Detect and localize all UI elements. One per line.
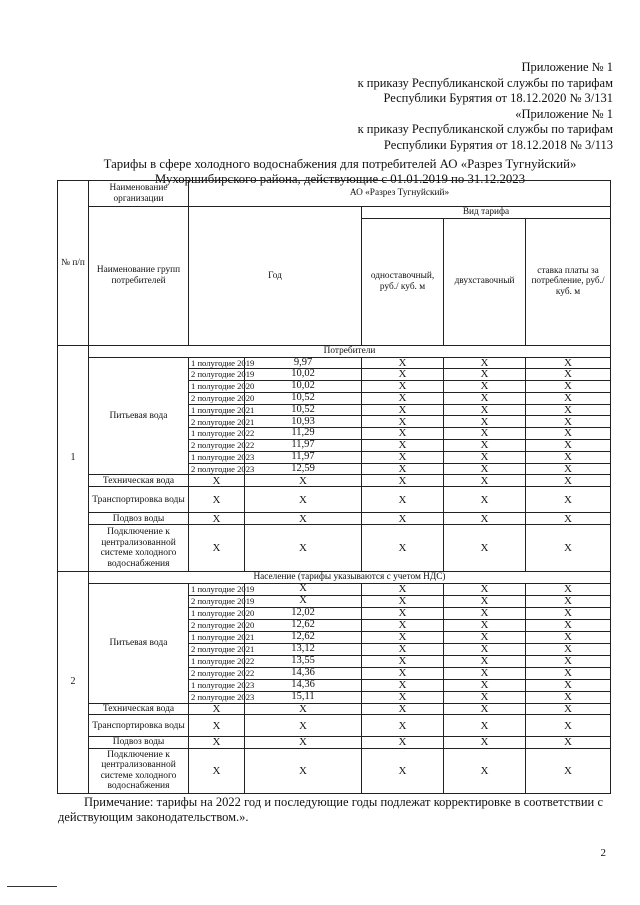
consumption-rate-value: X — [444, 715, 526, 737]
consumption-rate-value: X — [444, 631, 526, 643]
consumption-rate-value: X — [444, 655, 526, 667]
consumption-rate-value: X — [444, 737, 526, 749]
capacity-rate-value: X — [526, 691, 611, 703]
table-row — [58, 513, 611, 525]
period-cell: 1 полугодие 2022 — [189, 655, 245, 667]
consumption-rate-value: X — [444, 463, 526, 475]
year-value: X — [189, 525, 245, 572]
consumption-rate-value: X — [444, 667, 526, 679]
capacity-rate-value: X — [526, 679, 611, 691]
consumption-rate-value: X — [444, 583, 526, 595]
one-part-value: 10,52 — [245, 404, 362, 416]
consumption-rate-value: X — [444, 703, 526, 715]
header-line: Республики Бурятия от 18.12.2018 № 3/113 — [383, 137, 613, 152]
period-cell: 2 полугодие 2019 — [189, 369, 245, 381]
table-row — [58, 715, 611, 737]
one-part-value: 12,62 — [245, 631, 362, 643]
two-part-value: X — [362, 404, 444, 416]
capacity-rate-value: X — [526, 525, 611, 572]
category-row — [58, 345, 611, 357]
period-cell: 2 полугодие 2022 — [189, 667, 245, 679]
one-part-value: 12,62 — [245, 619, 362, 631]
page-number: 2 — [600, 847, 606, 859]
period-cell: 2 полугодие 2022 — [189, 440, 245, 452]
period-cell: 1 полугодие 2021 — [189, 404, 245, 416]
year-value: X — [189, 748, 245, 793]
category-row — [58, 572, 611, 584]
one-part-value: X — [245, 715, 362, 737]
capacity-rate-value: X — [526, 357, 611, 369]
service-label: Техническая вода — [89, 703, 189, 715]
section-consumers — [58, 345, 611, 572]
one-part-value: 11,97 — [245, 440, 362, 452]
year-value: X — [189, 715, 245, 737]
one-part-value: X — [245, 748, 362, 793]
period-cell: 1 полугодие 2019 — [189, 583, 245, 595]
capacity-rate-value: X — [526, 703, 611, 715]
header-block — [358, 60, 613, 153]
consumption-rate-value: X — [444, 428, 526, 440]
period-cell: 2 полугодие 2023 — [189, 463, 245, 475]
two-part-value: X — [362, 463, 444, 475]
tariff-table — [57, 180, 611, 794]
consumption-rate-value: X — [444, 748, 526, 793]
one-part-value: 14,36 — [245, 667, 362, 679]
capacity-rate-value: X — [526, 369, 611, 381]
consumption-rate-value: X — [444, 369, 526, 381]
service-label: Транспортировка воды — [89, 715, 189, 737]
two-part-value: X — [362, 703, 444, 715]
period-cell: 2 полугодие 2023 — [189, 691, 245, 703]
two-part-value: X — [362, 655, 444, 667]
one-part-value: 12,59 — [245, 463, 362, 475]
two-part-value: X — [362, 428, 444, 440]
capacity-rate-value: X — [526, 487, 611, 513]
one-part-value: 11,97 — [245, 451, 362, 463]
two-part-value: X — [362, 416, 444, 428]
year-value: X — [189, 487, 245, 513]
period-cell: 2 полугодие 2020 — [189, 392, 245, 404]
consumption-rate-value: X — [444, 404, 526, 416]
header-line: «Приложение № 1 — [515, 106, 613, 121]
capacity-rate-value: X — [526, 607, 611, 619]
two-part-value: X — [362, 643, 444, 655]
consumption-rate-value: X — [444, 619, 526, 631]
one-part-value: 12,02 — [245, 607, 362, 619]
capacity-rate-value: X — [526, 667, 611, 679]
one-part-value: X — [245, 487, 362, 513]
one-part-value: X — [245, 525, 362, 572]
consumption-rate-value: X — [444, 381, 526, 393]
consumption-rate-value: X — [444, 525, 526, 572]
capacity-rate-value: X — [526, 643, 611, 655]
org-label: Наименование организации — [89, 181, 189, 207]
capacity-rate-value: X — [526, 631, 611, 643]
two-part-value: X — [362, 451, 444, 463]
consumption-rate-value: X — [444, 691, 526, 703]
table-row — [58, 357, 611, 369]
two-part-value: X — [362, 487, 444, 513]
capacity-rate-value: X — [526, 428, 611, 440]
table-row — [58, 748, 611, 793]
capacity-rate-value: X — [526, 619, 611, 631]
title-line-1: Тарифы в сфере холодного водоснабжения для потребителей АО «Разрез Тугнуйский» — [103, 157, 577, 171]
one-part-value: X — [245, 513, 362, 525]
period-cell: 2 полугодие 2019 — [189, 595, 245, 607]
two-part-value: X — [362, 737, 444, 749]
table-row — [58, 487, 611, 513]
footnote: Примечание: тарифы на 2022 год и последующие годы подлежат корректировке в соответствии с действующим законодательством.». — [58, 795, 603, 824]
consumption-rate-value: X — [444, 475, 526, 487]
category-label: Население (тарифы указываются с учетом НДС) — [89, 572, 611, 584]
header-line: Приложение № 1 — [521, 60, 613, 74]
two-part-value: X — [362, 691, 444, 703]
capacity-rate-value: X — [526, 655, 611, 667]
two-part-value: X — [362, 715, 444, 737]
two-part-value: X — [362, 667, 444, 679]
consumption-rate-value: X — [444, 357, 526, 369]
footer-divider — [7, 886, 57, 887]
year-value: X — [189, 513, 245, 525]
service-label: Техническая вода — [89, 475, 189, 487]
service-label: Подключение к централизованной системе холодного водоснабжения — [89, 748, 189, 793]
two-part-value: X — [362, 513, 444, 525]
group-label: Наименование групп потребителей — [89, 207, 189, 346]
capacity-rate-value: X — [526, 513, 611, 525]
one-part-value: X — [245, 475, 362, 487]
one-part-value: X — [245, 595, 362, 607]
col-number-header: № п/п — [58, 181, 89, 346]
table-row — [58, 475, 611, 487]
one-part-value: 13,55 — [245, 655, 362, 667]
row-number: 1 — [58, 345, 89, 572]
table-row — [58, 583, 611, 595]
capacity-rate-value: X — [526, 737, 611, 749]
header-line: к приказу Республиканской службы по тарифам — [357, 122, 613, 136]
period-cell: 2 полугодие 2021 — [189, 643, 245, 655]
period-cell: 1 полугодие 2023 — [189, 679, 245, 691]
tariff-type-header: Вид тарифа — [362, 207, 611, 219]
capacity-rate-value: X — [526, 583, 611, 595]
org-name: АО «Разрез Тугнуйский» — [189, 181, 611, 207]
header-line: Республики Бурятия от 18.12.2020 № 3/131 — [383, 91, 613, 105]
one-part-value: X — [245, 737, 362, 749]
one-part-value: X — [245, 583, 362, 595]
period-cell: 1 полугодие 2021 — [189, 631, 245, 643]
drinking-water-label: Питьевая вода — [89, 357, 189, 475]
consumption-rate-value: X — [444, 416, 526, 428]
two-part-value: X — [362, 357, 444, 369]
table-row — [58, 703, 611, 715]
section-population — [58, 572, 611, 794]
capacity-rate-value: X — [526, 463, 611, 475]
two-part-value: X — [362, 631, 444, 643]
period-cell: 1 полугодие 2020 — [189, 381, 245, 393]
two-part-value: X — [362, 679, 444, 691]
one-part-value: 10,52 — [245, 392, 362, 404]
two-part-value: X — [362, 748, 444, 793]
consumption-rate-value: X — [444, 643, 526, 655]
consumption-rate-value: X — [444, 487, 526, 513]
one-part-value: 10,93 — [245, 416, 362, 428]
two-part-value: X — [362, 440, 444, 452]
two-part-header: двухставочный — [444, 218, 526, 345]
period-cell: 1 полугодие 2019 — [189, 357, 245, 369]
capacity-rate-value: X — [526, 404, 611, 416]
one-part-value: X — [245, 703, 362, 715]
consumption-rate-value: X — [444, 595, 526, 607]
consumption-rate-value: X — [444, 451, 526, 463]
two-part-value: X — [362, 381, 444, 393]
two-part-value: X — [362, 525, 444, 572]
one-part-value: 10,02 — [245, 369, 362, 381]
service-label: Подключение к централизованной системе холодного водоснабжения — [89, 525, 189, 572]
one-part-value: 9,97 — [245, 357, 362, 369]
two-part-value: X — [362, 392, 444, 404]
capacity-rate-value: X — [526, 595, 611, 607]
consumption-rate-value: X — [444, 392, 526, 404]
year-value: X — [189, 475, 245, 487]
capacity-rate-value: X — [526, 451, 611, 463]
capacity-rate-value: X — [526, 381, 611, 393]
consumption-rate-value: X — [444, 513, 526, 525]
service-label: Подвоз воды — [89, 513, 189, 525]
capacity-rate-value: X — [526, 715, 611, 737]
consumption-rate-value: X — [444, 440, 526, 452]
period-cell: 1 полугодие 2020 — [189, 607, 245, 619]
consumption-rate-value: X — [444, 607, 526, 619]
year-value: X — [189, 737, 245, 749]
category-label: Потребители — [89, 345, 611, 357]
consumption-rate-value: X — [444, 679, 526, 691]
period-cell: 1 полугодие 2022 — [189, 428, 245, 440]
period-cell: 1 полугодие 2023 — [189, 451, 245, 463]
header-line: к приказу Республиканской службы по тарифам — [357, 75, 613, 90]
year-label: Год — [189, 207, 362, 346]
one-part-value: 14,36 — [245, 679, 362, 691]
service-label: Транспортировка воды — [89, 487, 189, 513]
table-row — [58, 525, 611, 572]
two-part-value: X — [362, 583, 444, 595]
two-part-value: X — [362, 595, 444, 607]
title-line-2: Мухоршибирского района, действующие с 01.01.2019 по 31.12.2023 — [154, 172, 526, 186]
two-part-value: X — [362, 369, 444, 381]
one-part-value: 15,11 — [245, 691, 362, 703]
consumption-rate-header: ставка платы за потребление, руб./ куб. м — [526, 218, 611, 345]
capacity-rate-value: X — [526, 392, 611, 404]
service-label: Подвоз воды — [89, 737, 189, 749]
one-part-value: 11,29 — [245, 428, 362, 440]
capacity-rate-value: X — [526, 748, 611, 793]
one-part-value: 13,12 — [245, 643, 362, 655]
two-part-value: X — [362, 475, 444, 487]
two-part-value: X — [362, 619, 444, 631]
row-number: 2 — [58, 572, 89, 794]
one-part-value: 10,02 — [245, 381, 362, 393]
drinking-water-label: Питьевая вода — [89, 583, 189, 703]
year-value: X — [189, 703, 245, 715]
capacity-rate-value: X — [526, 440, 611, 452]
capacity-rate-value: X — [526, 475, 611, 487]
capacity-rate-value: X — [526, 416, 611, 428]
one-part-header: одноставочный, руб./ куб. м — [362, 218, 444, 345]
period-cell: 2 полугодие 2021 — [189, 416, 245, 428]
table-row — [58, 737, 611, 749]
two-part-value: X — [362, 607, 444, 619]
period-cell: 2 полугодие 2020 — [189, 619, 245, 631]
